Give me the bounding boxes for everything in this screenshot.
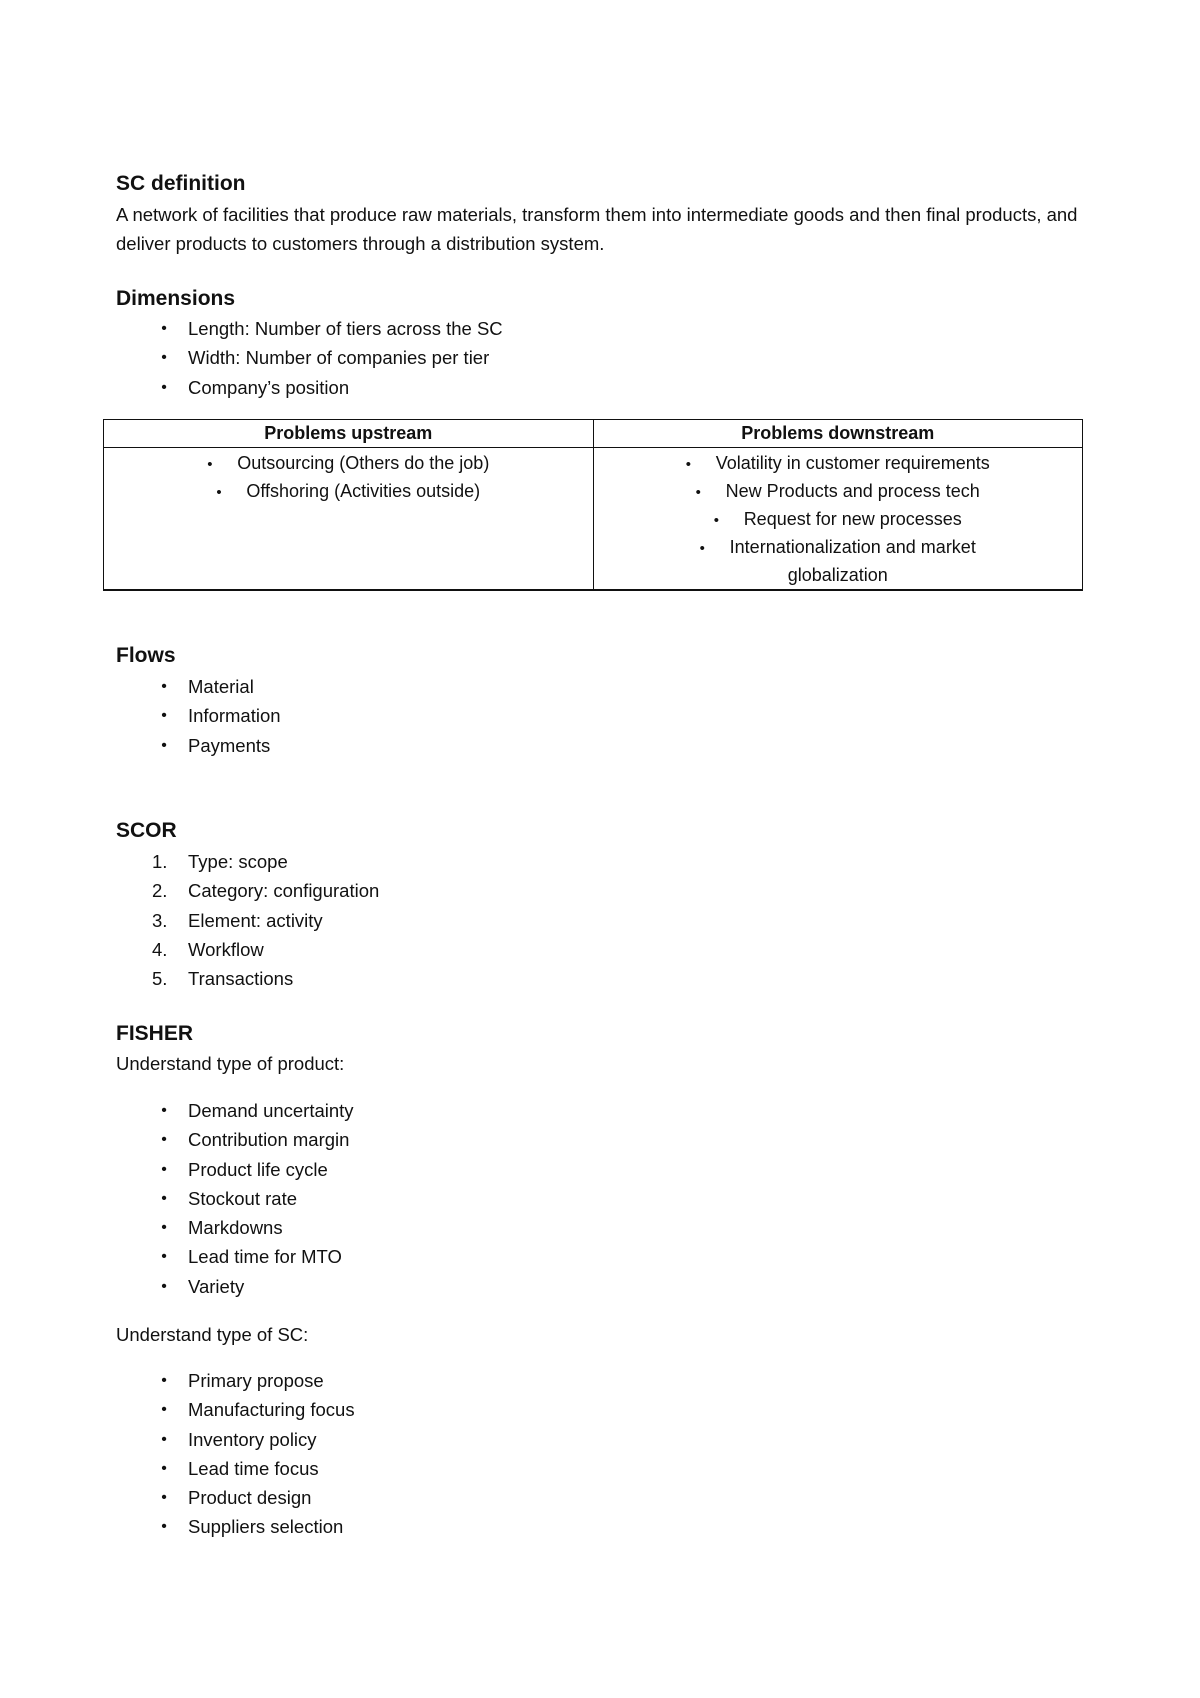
bullet-icon: •: [161, 349, 167, 367]
downstream-cell: [593, 448, 1083, 591]
scor-list: [116, 847, 379, 993]
list-item: • Lead time for MTO: [116, 1242, 354, 1271]
bullet-icon: •: [161, 1518, 167, 1536]
list-number: 5.: [152, 968, 168, 990]
list-number: 2.: [152, 880, 168, 902]
bullet-icon: •: [216, 484, 222, 501]
list-item: • Payments: [116, 731, 281, 760]
bullet-icon: •: [161, 1401, 167, 1419]
bullet-icon: •: [161, 1489, 167, 1507]
list-item: • Request for new processes: [598, 506, 1079, 534]
flows-list: [116, 672, 281, 760]
scor-heading: SCOR: [116, 819, 177, 842]
bullet-icon: •: [161, 1430, 167, 1448]
dimensions-heading: Dimensions: [116, 287, 236, 310]
list-item: • Outsourcing (Others do the job): [108, 450, 589, 478]
list-item: • Volatility in customer requirements: [598, 450, 1079, 478]
list-item: • Inventory policy: [116, 1425, 355, 1454]
list-item: • Variety: [116, 1272, 354, 1301]
dimensions-list: [116, 314, 503, 402]
bullet-icon: •: [161, 1459, 167, 1477]
bullet-icon: •: [161, 1219, 167, 1237]
bullet-icon: •: [161, 378, 167, 396]
sc-definition-text: A network of facilities that produce raw materials, transform them into intermediate goods and then final products, and deliver products to customers through a distribution system.: [116, 204, 1078, 254]
sc-definition-heading: SC definition: [116, 172, 246, 195]
list-item: 4. Workflow: [116, 935, 379, 964]
list-number: 4.: [152, 938, 168, 960]
list-item: 5. Transactions: [116, 964, 379, 993]
downstream-header: Problems downstream: [593, 420, 1083, 448]
bullet-icon: •: [161, 1160, 167, 1178]
bullet-icon: •: [161, 320, 167, 337]
list-item: • Company’s position: [116, 373, 503, 402]
bullet-icon: •: [713, 512, 719, 529]
list-item: • Length: Number of tiers across the SC: [116, 314, 503, 343]
bullet-icon: •: [161, 736, 167, 754]
list-item: 1. Type: scope: [116, 847, 379, 876]
fisher-product-intro: Understand type of product:: [116, 1053, 345, 1074]
list-number: 3.: [152, 909, 168, 931]
table-row: [104, 448, 1083, 591]
bullet-icon: •: [161, 1248, 167, 1266]
list-item: • Primary propose: [116, 1366, 355, 1395]
bullet-icon: •: [161, 1277, 167, 1295]
list-item: • Contribution margin: [116, 1125, 354, 1154]
bullet-icon: •: [161, 1189, 167, 1207]
bullet-icon: •: [161, 1131, 167, 1149]
fisher-heading: FISHER: [116, 1022, 194, 1045]
list-item: • Product design: [116, 1483, 355, 1512]
list-item: • Width: Number of companies per tier: [116, 343, 503, 372]
list-item: 2. Category: configuration: [116, 876, 379, 905]
list-item: • Lead time focus: [116, 1454, 355, 1483]
fisher-sc-list: [116, 1366, 355, 1542]
upstream-cell: [104, 448, 594, 591]
flows-heading: Flows: [116, 644, 176, 667]
fisher-sc-intro: Understand type of SC:: [116, 1324, 309, 1345]
list-item: • Material: [116, 672, 281, 701]
list-number: 1.: [152, 851, 168, 872]
bullet-icon: •: [695, 484, 701, 501]
list-item: • Markdowns: [116, 1213, 354, 1242]
list-item: • Demand uncertainty: [116, 1096, 354, 1125]
bullet-icon: •: [161, 1372, 167, 1389]
list-item: • Stockout rate: [116, 1184, 354, 1213]
list-item: • Suppliers selection: [116, 1512, 355, 1541]
list-item: • Information: [116, 701, 281, 730]
problems-table: [103, 419, 1083, 591]
list-item: • New Products and process tech: [598, 478, 1079, 506]
list-item: • Internationalization and market globalization: [699, 537, 976, 585]
list-item: • Product life cycle: [116, 1155, 354, 1184]
bullet-icon: •: [699, 540, 705, 557]
list-item: 3. Element: activity: [116, 906, 379, 935]
list-item: • Offshoring (Activities outside): [108, 478, 589, 506]
bullet-icon: •: [161, 1102, 167, 1119]
bullet-icon: •: [161, 707, 167, 725]
bullet-icon: •: [161, 678, 167, 695]
list-item: • Manufacturing focus: [116, 1395, 355, 1424]
fisher-product-list: [116, 1096, 354, 1301]
bullet-icon: •: [207, 456, 213, 473]
upstream-header: Problems upstream: [104, 420, 594, 448]
bullet-icon: •: [685, 456, 691, 473]
